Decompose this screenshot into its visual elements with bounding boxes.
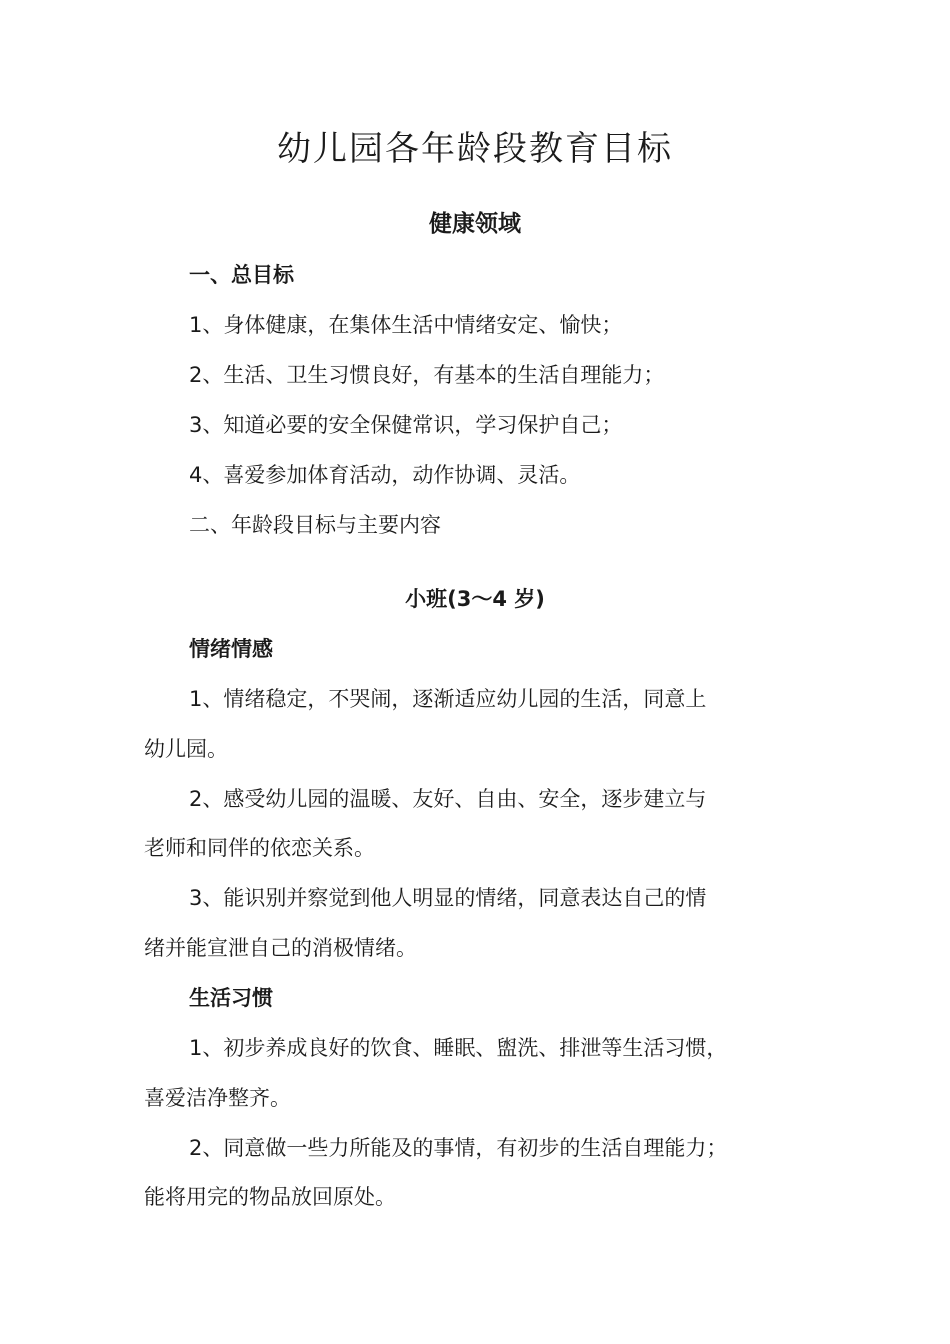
habits-item-2-line-1: 2、同意做一些力所能及的事情，有初步的生活自理能力； [189,1136,728,1160]
habits-item-1-line-1: 1、初步养成良好的饮食、睡眠、盥洗、排泄等生活习惯， [189,1036,728,1060]
goal-item-2: 2、生活、卫生习惯良好，有基本的生活自理能力； [189,363,665,387]
goal-item-4: 4、喜爱参加体育活动，动作协调、灵活。 [189,463,581,487]
habits-item-1-line-2: 喜爱洁净整齐。 [144,1086,291,1110]
habits-item-2-line-2: 能将用完的物品放回原处。 [144,1185,396,1209]
habits-heading: 生活习惯 [189,986,273,1010]
emotion-item-1-line-2: 幼儿园。 [144,737,228,761]
emotion-item-3-line-1: 3、能识别并察觉到他人明显的情绪，同意表达自己的情 [189,886,707,910]
goals-heading: 一、总目标 [189,263,294,287]
age-goals-heading: 二、年龄段目标与主要内容 [189,513,441,537]
emotion-item-2-line-2: 老师和同伴的依恋关系。 [144,836,375,860]
goal-item-3: 3、知道必要的安全保健常识，学习保护自己； [189,413,623,437]
class-heading: 小班(3～4 岁) [405,587,545,611]
emotion-item-3-line-2: 绪并能宣泄自己的消极情绪。 [144,936,417,960]
emotion-item-2-line-1: 2、感受幼儿园的温暖、友好、自由、安全，逐步建立与 [189,787,707,811]
goal-item-1: 1、身体健康，在集体生活中情绪安定、愉快； [189,313,623,337]
document-title: 幼儿园各年龄段教育目标 [277,129,673,169]
emotion-item-1-line-1: 1、情绪稳定，不哭闹，逐渐适应幼儿园的生活，同意上 [189,687,707,711]
emotion-heading: 情绪情感 [189,637,273,661]
section-title: 健康领域 [429,211,521,237]
